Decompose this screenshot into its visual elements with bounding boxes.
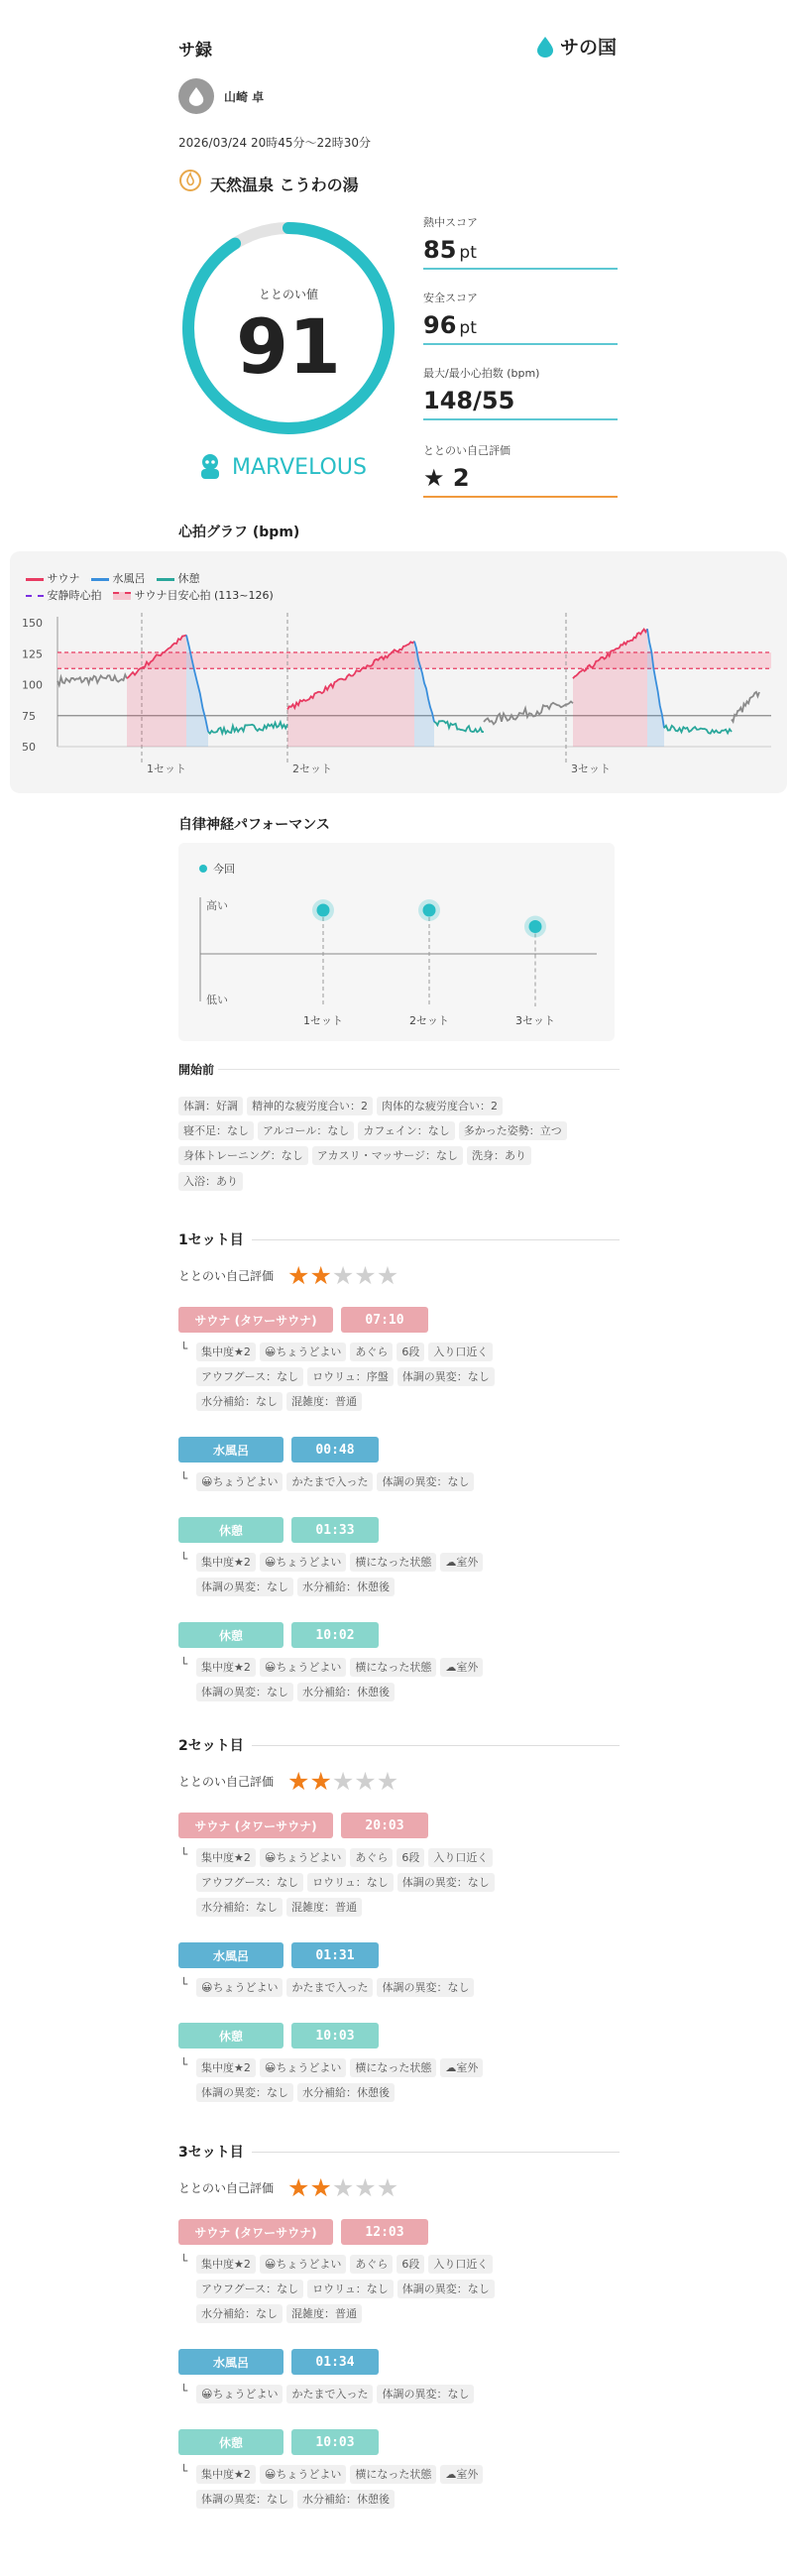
star-icon[interactable]: ★ — [354, 1767, 377, 1796]
step-detail-chip: 水分補給：休憩後 — [297, 1683, 395, 1701]
star-icon[interactable]: ★ — [309, 2173, 332, 2202]
y-tick-label: 75 — [22, 709, 36, 723]
step-detail-chip: あぐら — [350, 1343, 393, 1361]
step-detail-row — [196, 1656, 632, 1677]
step-detail-row — [196, 1365, 632, 1386]
heart-graph-legend-2 — [26, 587, 274, 603]
brand-name: サの国 — [560, 37, 618, 59]
step-detail-chip: 水分補給：なし — [196, 1898, 283, 1917]
tree-branch-icon: └ — [180, 1471, 188, 1485]
step-detail-chip: ☁室外 — [440, 2058, 483, 2077]
water-step-time[interactable]: 01:31 — [291, 1942, 379, 1968]
step-detail-chip: 横になった状態 — [350, 2058, 436, 2077]
step-detail-chip: かたまで入った — [286, 2385, 373, 2403]
star-icon[interactable]: ★ — [287, 1767, 310, 1796]
drop-icon — [187, 85, 205, 107]
rest-step-time[interactable]: 10:02 — [291, 1622, 379, 1648]
star-icon[interactable]: ★ — [287, 1261, 310, 1290]
before-chip: カフェイン：なし — [358, 1121, 454, 1140]
step-detail-chip: あぐら — [350, 2255, 393, 2274]
step-detail-row — [196, 2488, 632, 2509]
before-chip: 精神的な疲労度合い：2 — [247, 1097, 373, 1115]
step-detail-chip: 水分補給：休憩後 — [297, 2490, 395, 2509]
step-detail-row — [196, 1551, 632, 1572]
step-detail-chip: 体調の異変：なし — [377, 2385, 474, 2403]
step-detail-chip: 水分補給：休憩後 — [297, 2083, 395, 2102]
step-detail-chip: 集中度★2 — [196, 2058, 256, 2077]
water-step-label[interactable]: 水風呂 — [178, 1437, 283, 1463]
rating-stars — [287, 1769, 398, 1794]
rest-step-time[interactable]: 10:03 — [291, 2023, 379, 2049]
step-detail-row — [196, 1390, 632, 1411]
step-detail-row — [196, 2253, 632, 2274]
before-chip: 寝不足：なし — [178, 1121, 254, 1140]
tree-branch-icon: └ — [180, 2464, 188, 2478]
heart-graph-legend — [26, 570, 200, 586]
anp-x-label: 3セット — [515, 1014, 555, 1027]
anp-x-label: 1セット — [303, 1014, 343, 1027]
star-icon[interactable]: ★ — [376, 1767, 399, 1796]
step-detail-chip: 集中度★2 — [196, 1553, 256, 1572]
step-detail-chip: 😀ちょうどよい — [260, 1658, 346, 1677]
sauna-step-time[interactable]: 20:03 — [341, 1813, 428, 1838]
rest-step-time[interactable]: 01:33 — [291, 1517, 379, 1543]
step-detail-chip: ☁室外 — [440, 1658, 483, 1677]
step-detail-row — [196, 2056, 632, 2077]
y-tick-label: 150 — [22, 617, 43, 630]
tree-branch-icon: └ — [180, 2254, 188, 2268]
sauna-step-label[interactable]: サウナ (タワーサウナ) — [178, 1307, 333, 1333]
metric-heat-score: 熱中スコア 85 pt — [423, 214, 618, 270]
before-chip: 多かった姿勢：立つ — [459, 1121, 567, 1140]
rest-series-line — [434, 721, 484, 732]
metric-safety-score: 安全スコア 96 pt — [423, 290, 618, 345]
step-detail-chip: 水分補給：休憩後 — [297, 1578, 395, 1596]
step-detail-chip: 😀ちょうどよい — [260, 1553, 346, 1572]
sauna-area — [127, 636, 186, 748]
step-detail-chip: 6段 — [396, 2255, 424, 2274]
star-icon[interactable]: ★ — [376, 1261, 399, 1290]
step-detail-chip: 😀ちょうどよい — [196, 1978, 283, 1997]
sauna-step-label[interactable]: サウナ (タワーサウナ) — [178, 1813, 333, 1838]
metric-self-eval: ととのい自己評価 ★ 2 — [423, 442, 618, 498]
rest-step-label[interactable]: 休憩 — [178, 2429, 283, 2455]
star-icon[interactable]: ★ — [331, 2173, 355, 2202]
anp-x-label: 2セット — [409, 1014, 449, 1027]
legend-target: サウナ目安心拍 (113~126) — [134, 589, 274, 602]
step-detail-chip: アウフグース：なし — [196, 1367, 303, 1386]
legend-sauna: サウナ — [47, 572, 80, 585]
step-detail-chip: 集中度★2 — [196, 2255, 256, 2274]
step-detail-row — [196, 1871, 632, 1892]
sauna-step-time[interactable]: 07:10 — [341, 1307, 428, 1333]
step-detail-chip: かたまで入った — [286, 1472, 373, 1491]
set-heading: 1セット目 — [178, 1229, 620, 1249]
facility-icon — [178, 169, 202, 192]
step-detail-chip: 横になった状態 — [350, 1658, 436, 1677]
step-detail-chip: 入り口近く — [428, 2255, 493, 2274]
heart-rate-chart — [18, 605, 781, 783]
rest-series-line — [664, 726, 732, 734]
page-title: サ録 — [178, 41, 212, 60]
y-tick-label: 50 — [22, 741, 36, 754]
before-title: 開始前 — [178, 1063, 215, 1077]
step-detail-chip: ロウリュ：序盤 — [307, 1367, 394, 1386]
tree-branch-icon: └ — [180, 1657, 188, 1671]
step-detail-row — [196, 1470, 632, 1491]
set-self-eval: ととのい自己評価 ★★★★★ — [178, 1767, 399, 1796]
step-detail-chip: 😀ちょうどよい — [260, 1343, 346, 1361]
step-detail-chip: 6段 — [396, 1343, 424, 1361]
y-tick-label: 125 — [22, 647, 43, 661]
step-detail-chip: 集中度★2 — [196, 1343, 256, 1361]
step-detail-chip: 😀ちょうどよい — [196, 1472, 283, 1491]
other-series-line — [57, 674, 127, 685]
step-detail-chip: 体調の異変：なし — [377, 1472, 474, 1491]
star-icon[interactable]: ★ — [376, 2173, 399, 2202]
step-detail-chip: 体調の異変：なし — [196, 1578, 293, 1596]
star-icon[interactable]: ★ — [354, 1261, 377, 1290]
rest-step-label[interactable]: 休憩 — [178, 2023, 283, 2049]
totonoi-value: 91 — [236, 302, 341, 391]
step-detail-chip: 混雑度：普通 — [286, 1898, 362, 1917]
anp-point — [423, 904, 436, 917]
before-chip: アルコール：なし — [258, 1121, 354, 1140]
step-detail-chip: 6段 — [396, 1848, 424, 1867]
before-row — [178, 1144, 535, 1165]
tree-branch-icon: └ — [180, 1977, 188, 1991]
y-tick-label: 100 — [22, 678, 43, 692]
anp-y-low: 低い — [206, 994, 228, 1006]
step-detail-chip: アウフグース：なし — [196, 1873, 303, 1892]
rank-text: MARVELOUS — [232, 455, 367, 480]
step-detail-chip: 😀ちょうどよい — [260, 1848, 346, 1867]
step-detail-chip: 体調の異変：なし — [377, 1978, 474, 1997]
set-heading: 3セット目 — [178, 2142, 620, 2162]
step-detail-chip: 横になった状態 — [350, 1553, 436, 1572]
metric-heart-rate: 最大/最小心拍数 (bpm) 148/55 — [423, 365, 618, 420]
before-chip: 肉体的な疲労度合い：2 — [377, 1097, 503, 1115]
step-detail-chip: ロウリュ：なし — [307, 1873, 394, 1892]
anp-y-high: 高い — [206, 899, 228, 912]
other-series-line — [484, 701, 573, 724]
step-detail-chip: 混雑度：普通 — [286, 2304, 362, 2323]
step-detail-chip: 😀ちょうどよい — [260, 2058, 346, 2077]
step-detail-chip: 体調の異変：なし — [397, 1873, 495, 1892]
step-detail-chip: 体調の異変：なし — [196, 2490, 293, 2509]
step-detail-chip: ロウリュ：なし — [307, 2280, 394, 2298]
step-detail-chip: 体調の異変：なし — [397, 2280, 495, 2298]
before-chip: 入浴：あり — [178, 1172, 243, 1191]
step-detail-chip: かたまで入った — [286, 1978, 373, 1997]
step-detail-chip: ☁室外 — [440, 1553, 483, 1572]
tree-branch-icon: └ — [180, 2384, 188, 2398]
step-detail-chip: 体調の異変：なし — [196, 2083, 293, 2102]
legend-resting: 安静時心拍 — [47, 589, 102, 602]
totonoi-label: ととのい値 — [258, 288, 318, 301]
star-icon[interactable]: ★ — [309, 1261, 332, 1290]
sauna-step-time[interactable]: 12:03 — [341, 2219, 428, 2245]
step-detail-chip: 体調の異変：なし — [196, 1683, 293, 1701]
step-detail-row — [196, 1681, 632, 1701]
step-detail-chip: 混雑度：普通 — [286, 1392, 362, 1411]
step-detail-chip: 😀ちょうどよい — [260, 2465, 346, 2484]
facility-name[interactable]: 天然温泉 こうわの湯 — [210, 176, 359, 194]
step-detail-chip: 水分補給：なし — [196, 1392, 283, 1411]
brand-logo[interactable] — [535, 33, 617, 59]
step-detail-row — [196, 1896, 632, 1917]
session-datetime: 2026/03/24 20時45分〜22時30分 — [178, 136, 372, 150]
other-series-line — [732, 692, 759, 722]
sauna-step-label[interactable]: サウナ (タワーサウナ) — [178, 2219, 333, 2245]
step-detail-chip: 体調の異変：なし — [397, 1367, 495, 1386]
star-icon[interactable]: ★ — [354, 2173, 377, 2202]
water-step-time[interactable]: 00:48 — [291, 1437, 379, 1463]
step-detail-chip: アウフグース：なし — [196, 2280, 303, 2298]
step-detail-row — [196, 2081, 632, 2102]
before-chip: アカスリ・マッサージ：なし — [312, 1146, 463, 1165]
water-step-time[interactable]: 01:34 — [291, 2349, 379, 2375]
step-detail-chip: 横になった状態 — [350, 2465, 436, 2484]
anp-title: 自律神経パフォーマンス — [178, 817, 330, 833]
rest-step-label[interactable]: 休憩 — [178, 1622, 283, 1648]
step-detail-chip: ☁室外 — [440, 2465, 483, 2484]
step-detail-chip: 集中度★2 — [196, 1848, 256, 1867]
star-icon[interactable]: ★ — [287, 2173, 310, 2202]
rest-step-label[interactable]: 休憩 — [178, 1517, 283, 1543]
set-heading: 2セット目 — [178, 1735, 620, 1755]
step-detail-chip: 集中度★2 — [196, 2465, 256, 2484]
water-step-label[interactable]: 水風呂 — [178, 2349, 283, 2375]
step-detail-row — [196, 1846, 632, 1867]
legend-water: 水風呂 — [112, 572, 146, 585]
step-detail-chip: 入り口近く — [428, 1848, 493, 1867]
set-label: 1セット — [147, 762, 186, 775]
anp-point — [529, 920, 542, 933]
rank-icon — [196, 452, 224, 482]
step-detail-chip: 😀ちょうどよい — [196, 2385, 283, 2403]
sauna-area — [573, 629, 647, 747]
tree-branch-icon: └ — [180, 2057, 188, 2071]
anp-legend: 今回 — [199, 861, 235, 877]
before-row — [178, 1170, 247, 1191]
rating-stars — [287, 1263, 398, 1288]
rest-series-line — [208, 722, 287, 733]
rating-stars — [287, 2175, 398, 2200]
avatar[interactable] — [178, 78, 214, 114]
step-detail-row — [196, 1976, 632, 1997]
step-detail-chip: 集中度★2 — [196, 1658, 256, 1677]
set-label: 2セット — [292, 762, 332, 775]
before-row — [178, 1119, 571, 1140]
before-chip: 身体トレーニング：なし — [178, 1146, 308, 1165]
before-row — [178, 1095, 507, 1115]
step-detail-row — [196, 2302, 632, 2323]
step-detail-row — [196, 1341, 632, 1361]
tree-branch-icon: └ — [180, 1847, 188, 1861]
star-icon[interactable]: ★ — [331, 1261, 355, 1290]
step-detail-chip: 入り口近く — [428, 1343, 493, 1361]
before-chip: 洗身：あり — [467, 1146, 531, 1165]
step-detail-row — [196, 2278, 632, 2298]
star-icon[interactable]: ★ — [309, 1767, 332, 1796]
step-detail-chip: あぐら — [350, 1848, 393, 1867]
anp-chart — [178, 843, 615, 1041]
step-detail-row — [196, 1576, 632, 1596]
star-icon[interactable]: ★ — [331, 1767, 355, 1796]
set-self-eval: ととのい自己評価 ★★★★★ — [178, 1261, 399, 1290]
before-chip: 体調：好調 — [178, 1097, 243, 1115]
tree-branch-icon: └ — [180, 1552, 188, 1566]
user-name: 山崎 卓 — [224, 90, 265, 104]
tree-branch-icon: └ — [180, 1342, 188, 1355]
rest-step-time[interactable]: 10:03 — [291, 2429, 379, 2455]
anp-point — [317, 904, 330, 917]
set-label: 3セット — [571, 762, 611, 775]
legend-rest: 休憩 — [177, 572, 200, 585]
step-detail-row — [196, 2383, 632, 2403]
drop-icon — [535, 36, 555, 58]
step-detail-chip: 😀ちょうどよい — [260, 2255, 346, 2274]
heart-graph-title: 心拍グラフ (bpm) — [178, 525, 300, 540]
step-detail-row — [196, 2463, 632, 2484]
step-detail-chip: 水分補給：なし — [196, 2304, 283, 2323]
set-self-eval: ととのい自己評価 ★★★★★ — [178, 2173, 399, 2202]
water-step-label[interactable]: 水風呂 — [178, 1942, 283, 1968]
